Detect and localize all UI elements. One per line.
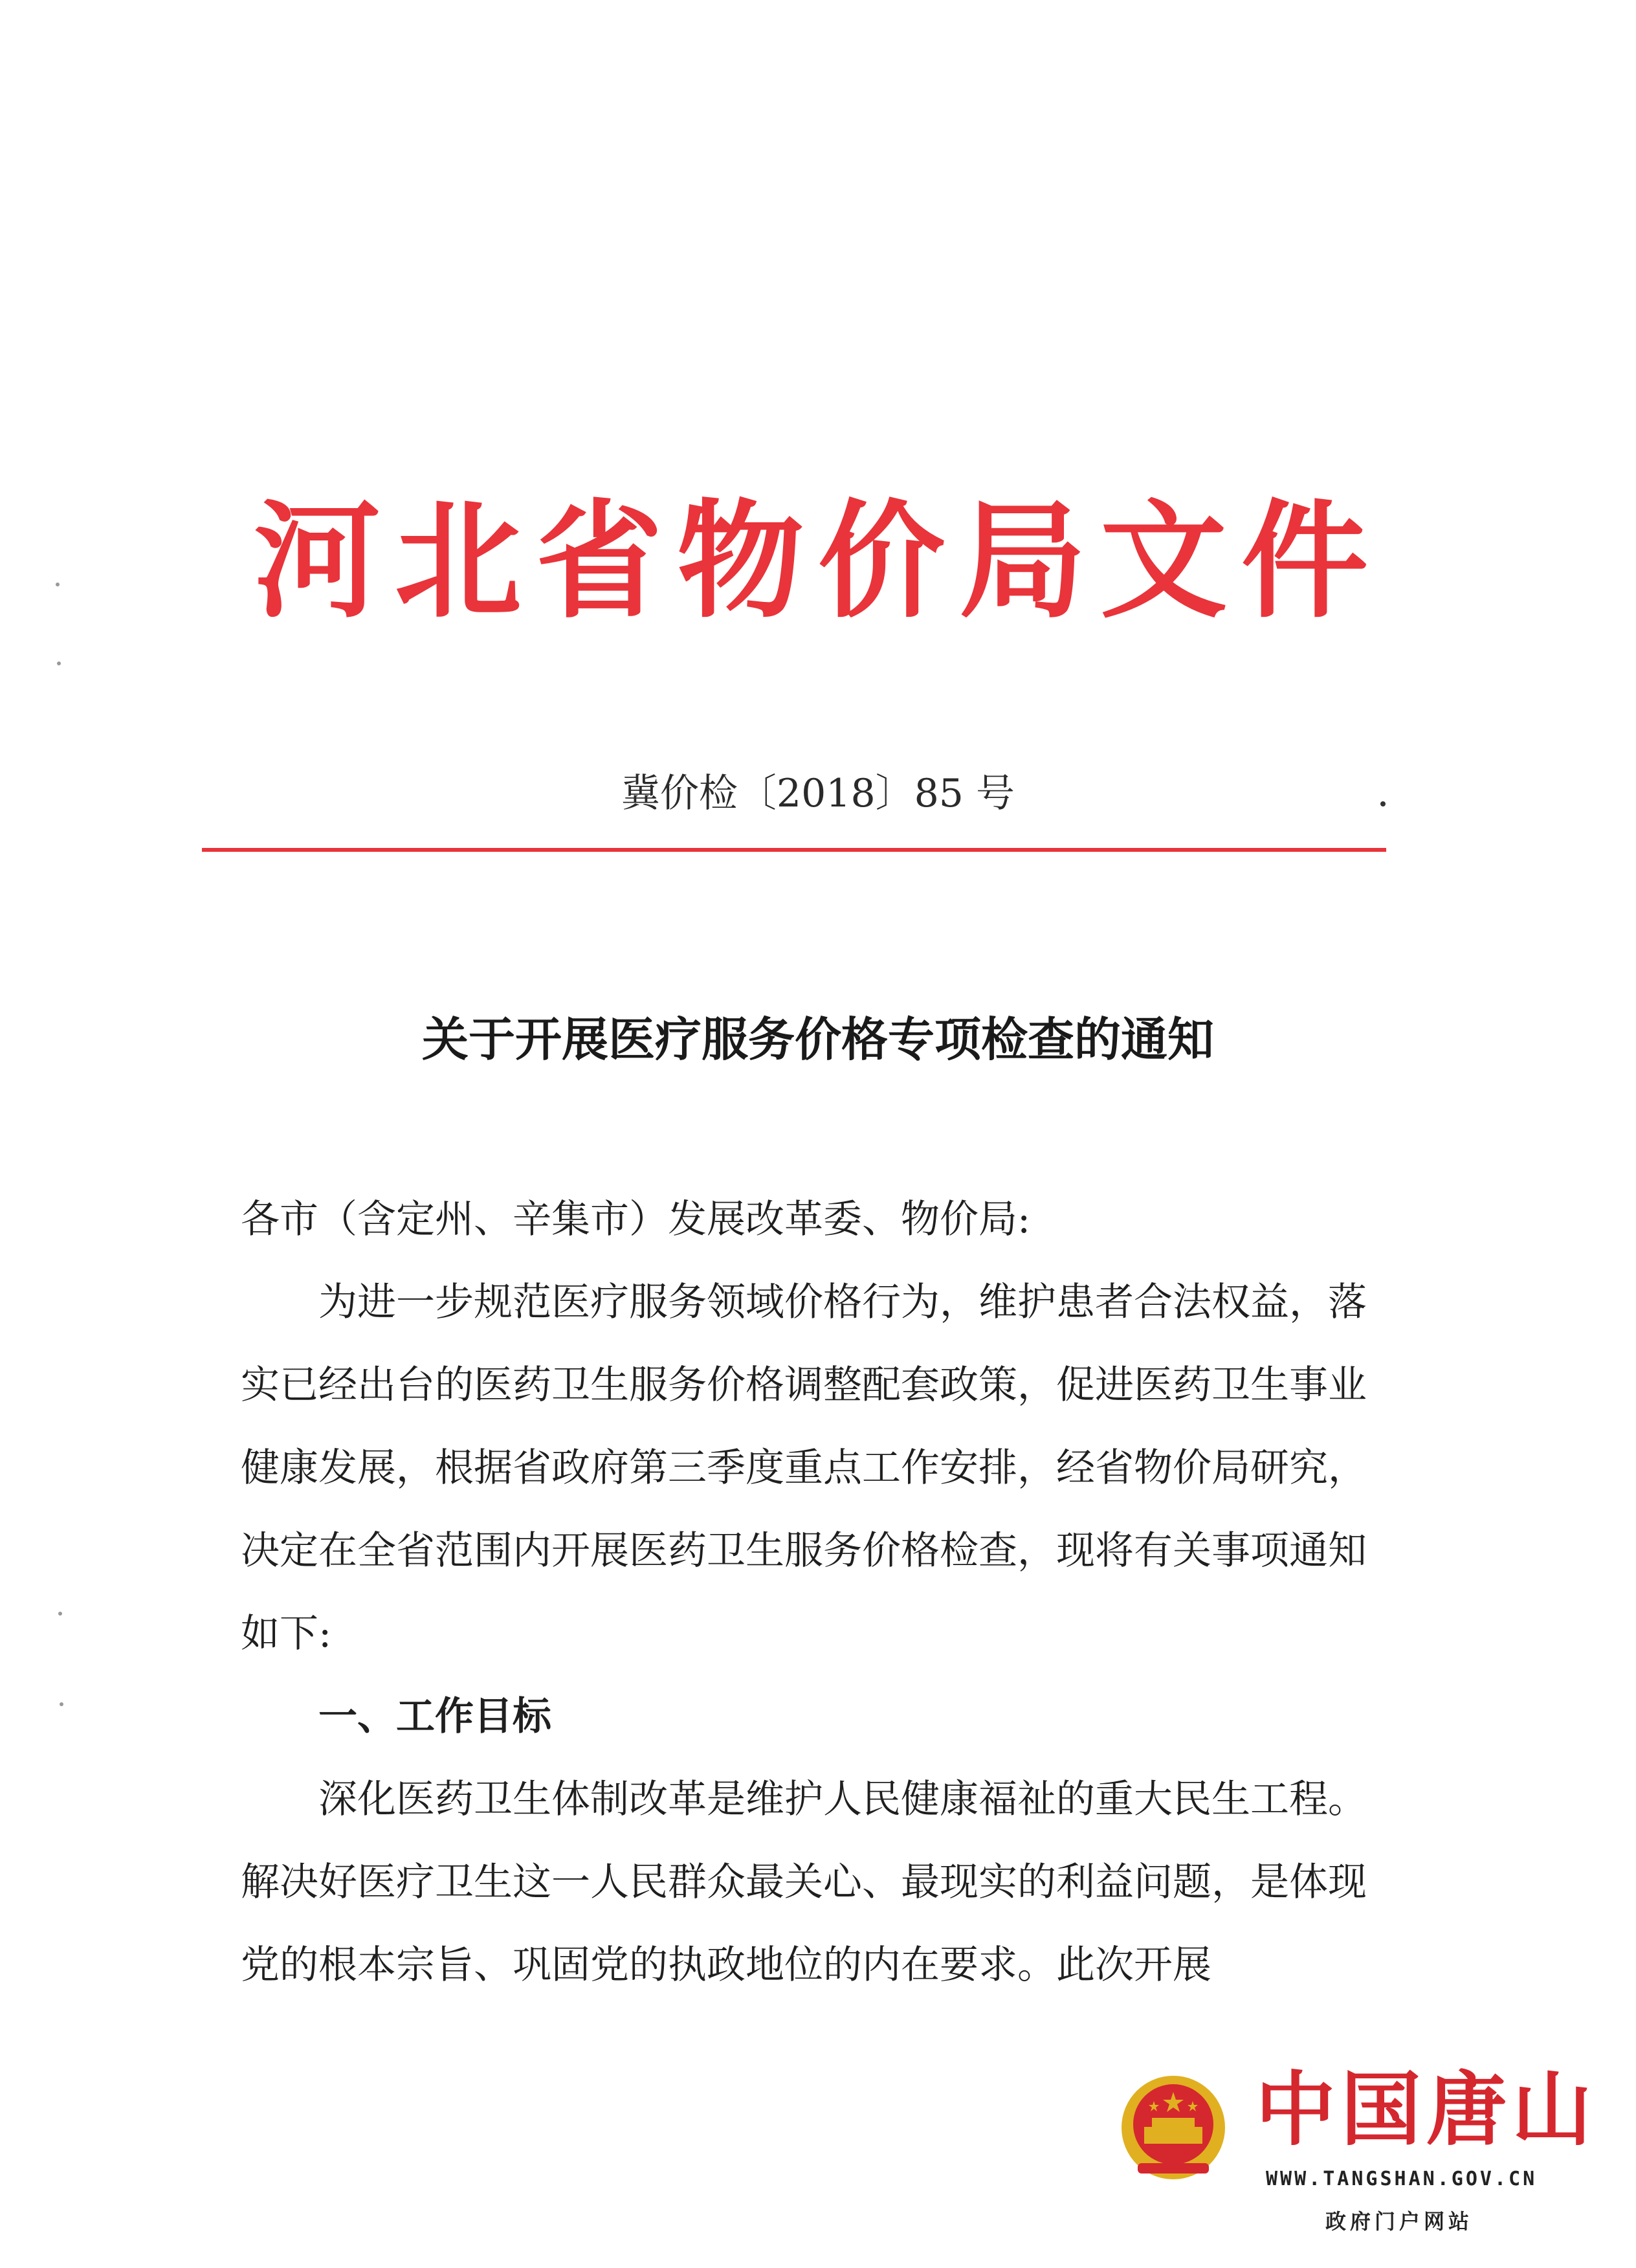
site-name: 中国唐山 bbox=[1255, 2063, 1598, 2157]
site-url: WWW.TANGSHAN.GOV.CN bbox=[1266, 2168, 1538, 2190]
red-divider-rule bbox=[202, 848, 1386, 852]
document-number: 冀价检〔2018〕85 号 bbox=[621, 771, 1015, 816]
tangshan-portal-logo bbox=[1113, 2058, 1605, 2252]
intro-paragraph: 为进一步规范医疗服务领域价格行为，维护患者合法权益，落实已经出台的医药卫生服务价格调整配套政策，促进医药卫生事业健康发展，根据省政府第三季度重点工作安排，经省物价局研究，决定在全省范围内开展医药卫生服务价格检查，现将有关事项通知如下: bbox=[241, 1280, 1367, 1656]
margin-mark bbox=[60, 1702, 63, 1706]
section-paragraph: 深化医药卫生体制改革是维护人民健康福祉的重大民生工程。解决好医疗卫生这一人民群众最关心、最现实的利益问题，是体现党的根本宗旨、巩固党的执政地位的内在要求。此次开展 bbox=[241, 1777, 1367, 1988]
site-portal-label: 政府门户网站 bbox=[1325, 2209, 1474, 2234]
issuing-authority-header: 河北省物价局文件 bbox=[253, 488, 1382, 636]
section-heading: 一、工作目标 bbox=[318, 1694, 551, 1739]
notice-body bbox=[241, 1178, 1367, 2007]
salutation: 各市（含定州、辛集市）发展改革委、物价局: bbox=[241, 1197, 1031, 1242]
notice-title: 关于开展医疗服务价格专项检查的通知 bbox=[421, 1012, 1214, 1067]
dot-mark bbox=[1380, 801, 1386, 806]
margin-mark bbox=[58, 1612, 62, 1616]
margin-mark bbox=[57, 662, 61, 665]
national-emblem-icon bbox=[1118, 2073, 1228, 2183]
margin-mark bbox=[56, 583, 60, 586]
